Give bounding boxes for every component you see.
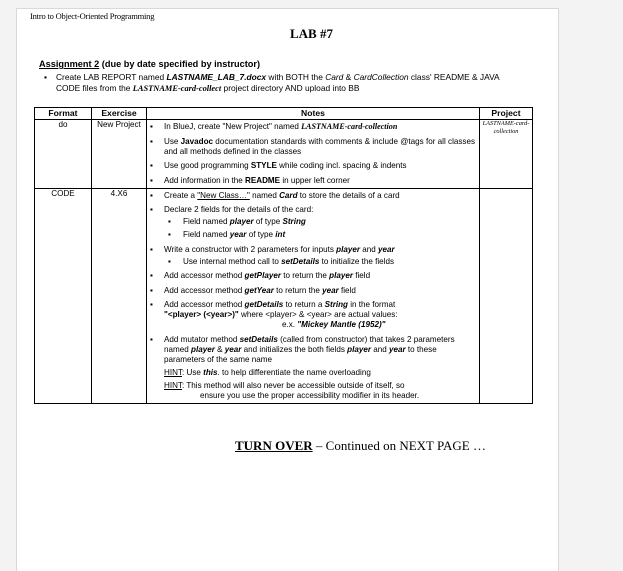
text-part: Add accessor method [164,300,245,309]
assignment-label: Assignment 2 [39,59,100,69]
readme-term: README [245,175,281,185]
text-part: to return the [273,285,323,295]
text-part: to store the details of a card [297,190,400,200]
text-part: Field named [183,230,230,239]
bullet-icon: ▪ [168,230,171,239]
field-name: player [329,271,353,280]
text-part: e.x. [282,320,298,329]
text-part: Create a [164,190,198,200]
note-item [150,161,477,171]
report-filename: LASTNAME_LAB_7.docx [166,72,267,82]
text-part: in the format [348,300,396,309]
assignment-instruction-text [56,72,516,94]
text-part: and [371,344,390,354]
note-item [150,176,477,186]
field-name: player [347,344,372,354]
bullet-icon: ▪ [150,271,153,280]
param-name: player [191,344,215,354]
text-part: project directory AND upload into BB [221,83,360,93]
field-name: year [389,344,406,354]
bullet-icon: ▪ [150,285,153,295]
sub-note-item [168,257,477,267]
bullet-icon: ▪ [150,244,153,254]
text-part: class' README & JAVA CODE files from the [56,72,500,93]
field-name: year [229,230,247,239]
text-part: to these parameters of the same name [164,344,437,364]
text-part: Use [164,136,181,146]
text-part: in upper left corner [280,175,350,185]
text-part: & [343,72,354,82]
continued-text: – Continued on NEXT PAGE … [312,438,486,453]
field-name: year [322,285,339,295]
text-part: : This method will also never be accessible outside of itself, so [182,380,405,390]
example-value: "Mickey Mantle (1952)" [297,320,386,329]
note-item [150,137,477,157]
method-name: getYear [244,285,274,295]
bullet-icon: ▪ [168,217,171,226]
project-name: LASTNAME-card-collection [301,122,398,131]
lab-table [34,107,533,404]
field-type: String [282,217,306,226]
cell-exercise: New Project [92,120,147,189]
note-item [150,245,477,267]
bullet-icon: ▪ [150,334,153,344]
text-part: to initialize the fields [319,256,395,266]
cell-project: LASTNAME-card-collection [480,120,533,189]
page-title: LAB #7 [290,26,333,41]
text-part: Write a constructor with 2 parameters for inputs [164,244,337,254]
field-type: int [275,230,286,239]
bullet-icon: ▪ [44,72,47,82]
sub-note-item [168,217,477,227]
class-name-card: Card [325,72,344,82]
text-part: : Use [182,367,204,377]
assignment-due: (due by date specified by instructor) [99,59,261,69]
style-term: STYLE [250,161,277,170]
param-name: year [378,244,395,254]
table-row [35,188,533,403]
class-name-collection: CardCollection [353,72,409,82]
text-part: Add accessor method [164,271,245,280]
note-item [150,271,477,281]
text-part: Use internal method call to [183,256,282,266]
note-item [150,335,477,365]
assignment-heading [39,59,260,69]
cell-notes [147,120,480,189]
method-name: setDetails [281,256,320,266]
text-part: of type [246,230,276,239]
text-part: to return a [283,300,325,309]
header-project: Project [480,108,533,120]
text-part: field [338,285,356,295]
text-part: and initializes the both fields [241,344,348,354]
bullet-icon: ▪ [150,136,153,146]
hint-item [150,368,477,378]
cell-notes [147,188,480,403]
method-name: getPlayer [244,271,281,280]
method-name: getDetails [244,300,284,309]
new-class-link: "New Class…" [197,190,250,200]
bullet-icon: ▪ [150,175,153,185]
text-part: and [360,244,379,254]
text-part: (called from constructor) that takes 2 parameters named [164,334,455,354]
note-item [150,122,477,132]
text-part: documentation standards with comments & include @tags for all classes and all methods defined in the classes [164,136,476,156]
text-part: ensure you use the proper accessibility modifier in its header. [200,390,420,400]
text-part: Create LAB REPORT named [56,72,167,82]
hint-label: HINT [164,367,182,377]
text-part: of type [253,217,283,226]
running-header: Intro to Object-Oriented Programming [30,11,155,21]
turn-over-label: TURN OVER [235,438,313,453]
bullet-icon: ▪ [150,161,153,170]
bullet-icon: ▪ [168,256,171,266]
keyword-this: this [203,367,218,377]
text-part: named [249,190,280,200]
turn-over-footer [235,438,486,454]
hint-item [150,381,477,401]
table-row [35,120,533,189]
header-notes: Notes [147,108,480,120]
note-item [150,286,477,296]
table-header-row [35,108,533,120]
text-part: Use good programming [164,161,251,170]
cell-format: CODE [35,188,92,403]
header-exercise: Exercise [92,108,147,120]
format-pattern: "<player> (<year>)" [164,310,239,319]
bullet-icon: ▪ [150,122,153,131]
bullet-icon: ▪ [150,205,153,214]
text-part: to return the [280,271,330,280]
hint-label: HINT [164,380,182,390]
text-part: Add mutator method [164,334,240,344]
class-name: Card [279,190,298,200]
text-part: . to help differentiate the name overloading [217,367,371,377]
header-format: Format [35,108,92,120]
cell-exercise: 4.X6 [92,188,147,403]
sub-note-item [168,230,477,240]
cell-format: do [35,120,92,189]
text-part: while coding incl. spacing & indents [276,161,407,170]
method-name: setDetails [239,334,278,344]
text-part: & [214,344,225,354]
text-part: Field named [183,217,230,226]
text-part: In BlueJ, create "New Project" named [164,122,302,131]
text-part: field [352,271,371,280]
param-name: year [224,344,242,354]
text-part: where <player> & <year> are actual values: [238,310,398,319]
param-name: player [336,244,360,254]
bullet-icon: ▪ [150,300,153,309]
javadoc-term: Javadoc [180,136,214,146]
note-item [150,191,477,201]
field-name: player [229,217,254,226]
text-part: Add accessor method [164,285,245,295]
bullet-icon: ▪ [150,190,153,200]
text-part: Declare 2 fields for the details of the card: [164,205,314,214]
text-part: Add information in the [164,175,245,185]
return-type: String [324,300,348,309]
text-part: with BOTH the [266,72,326,82]
cell-project [480,188,533,403]
note-item [150,205,477,240]
project-directory: LASTNAME-card-collect [132,84,222,93]
note-item [150,300,477,330]
